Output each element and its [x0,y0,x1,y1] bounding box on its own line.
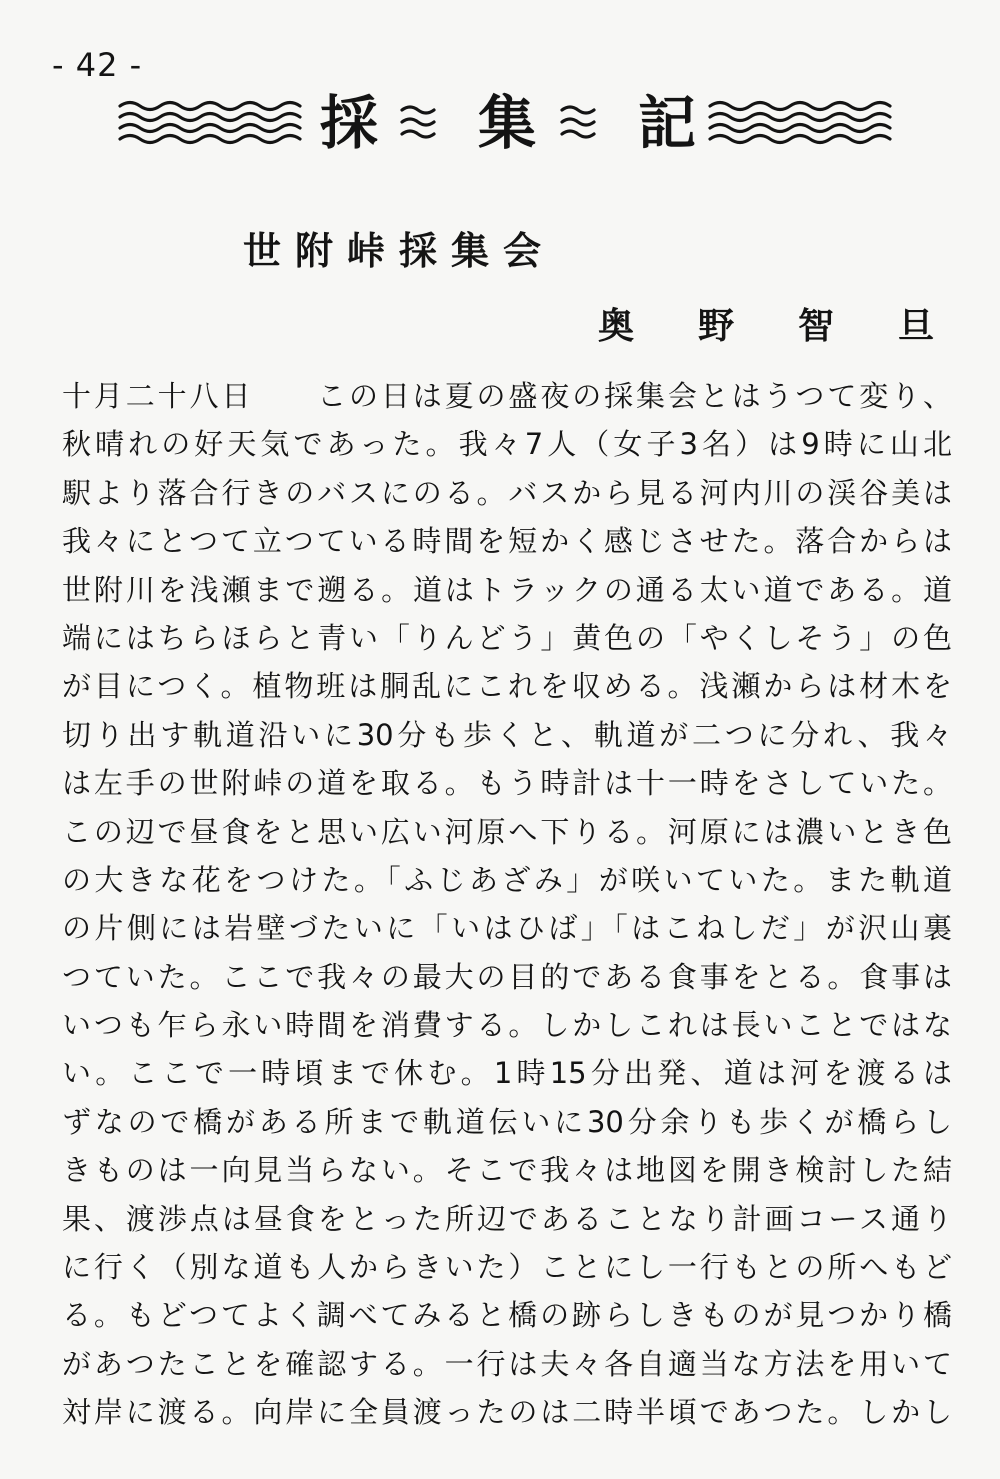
header-char-1: 採 [320,89,379,157]
text-line: に行く（別な道も人からきいた）ことにし一行もとの所へもど [62,1250,952,1285]
page-number: - 42 - [52,46,143,84]
text-line: 対岸に渡る。向岸に全員渡ったのは二時半頃であつた。しかし [62,1395,952,1430]
text-line: い。ここで一時頃まで休む。1時15分出発、道は河を渡るは [62,1056,952,1091]
article-body [62,372,952,1437]
text-line: この辺で昼食をと思い広い河原へ下りる。河原には濃いとき色 [62,814,952,849]
text-line: 秋晴れの好天気であった。我々7人（女子3名）は9時に山北 [62,427,952,462]
text-line: つていた。ここで我々の最大の目的である食事をとる。食事は [62,959,952,994]
text-line: 世附川を浅瀬まで遡る。道はトラックの通る太い道である。道 [62,572,952,607]
text-line: の大きな花をつけた。「ふじあざみ」が咲いていた。また軌道 [62,862,952,897]
text-line: は左手の世附峠の道を取る。もう時計は十一時をさしていた。 [62,766,952,801]
text-line: る。もどつてよく調べてみると橋の跡らしきものが見つかり橋 [62,1298,952,1333]
text-line: が目につく。植物班は胴乱にこれを収める。浅瀬からは材木を [62,669,952,704]
header-char-3: 記 [638,89,697,157]
text-line: ずなので橋がある所まで軌道伝いに30分余りも歩くが橋らし [62,1104,952,1139]
header-char-2: 集 [478,89,537,157]
text-line: の片側には岩壁づたいに「いはひば」「はこねしだ」が沢山裏 [62,911,952,946]
article-title: 世附峠採集会 [243,229,556,273]
text-line: 十月二十八日 この日は夏の盛夜の採集会とはうつて変り、 [62,379,952,413]
text-line: 駅より落合行きのバスにのる。バスから見る河内川の渓谷美は [62,475,952,510]
text-line: 我々にとつて立つている時間を短かく感じさせた。落合からは [62,524,952,559]
text-line: 果、渡渉点は昼食をとった所辺であることなり計画コース通り [62,1201,952,1236]
author-name: 奥野智旦 [598,306,999,347]
text-line: 切り出す軌道沿いに30分も歩くと、軌道が二つに分れ、我々 [62,717,952,752]
text-line: があつたことを確認する。一行は夫々各自適当な方法を用いて [62,1346,952,1381]
text-line: いつも乍ら永い時間を消費する。しかしこれは長いことではな [62,1008,952,1043]
text-line: 端にはちらほらと青い「りんどう」黄色の「やくしそう」の色 [62,620,952,655]
section-header [110,88,900,160]
text-line: きものは一向見当らない。そこで我々は地図を開き検討した結 [62,1153,952,1188]
